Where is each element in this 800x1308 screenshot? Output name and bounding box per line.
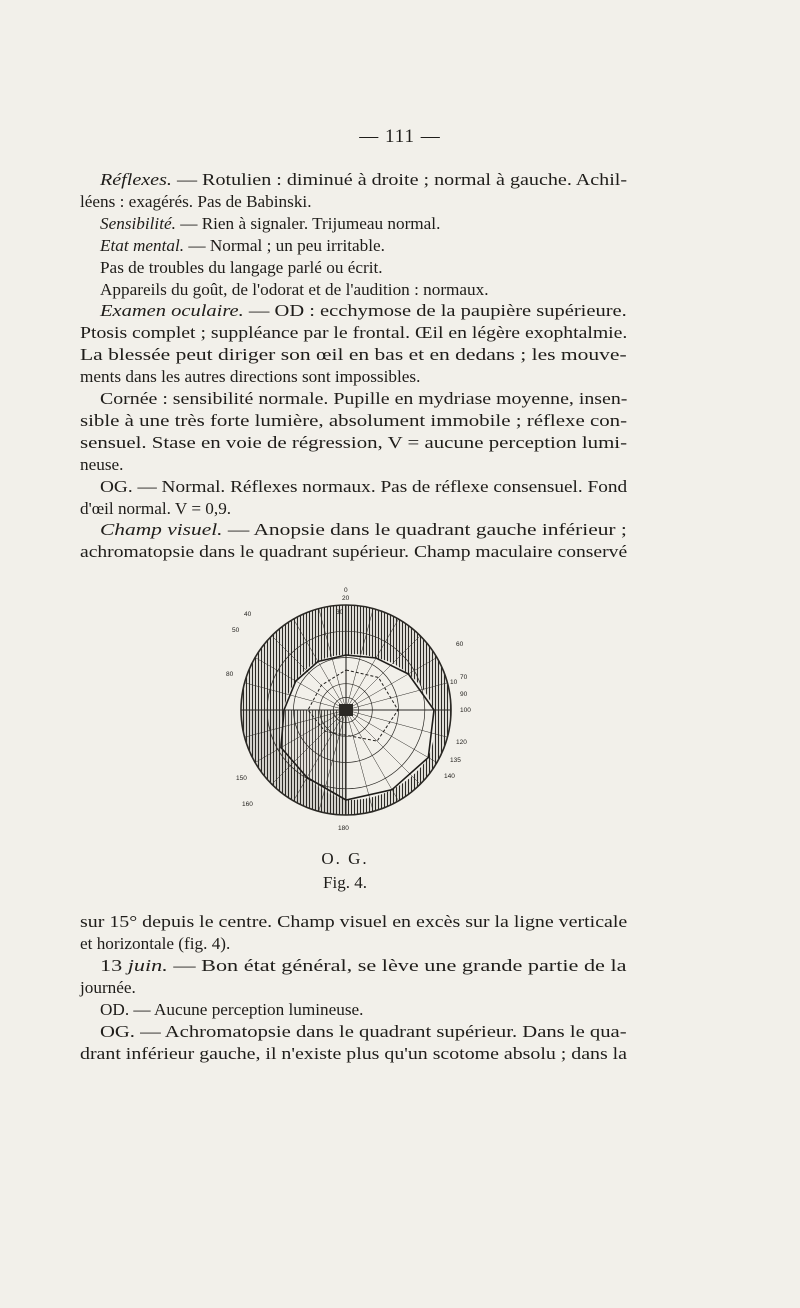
degree-label: 90	[460, 691, 468, 698]
line-text: léens : exagérés. Pas de Babinski.	[80, 191, 312, 211]
macula-marker	[339, 704, 353, 716]
degree-label: 30	[336, 609, 344, 616]
text-line	[100, 477, 627, 497]
line-text: Ptosis complet ; suppléance par le frontal. Œil en légère exophtalmie.	[80, 323, 628, 343]
radial-line	[346, 710, 399, 801]
text-line	[100, 280, 489, 300]
page-number: — 111 —	[359, 126, 441, 147]
text-line	[80, 499, 231, 519]
degree-label: 120	[456, 739, 467, 746]
visual-field-chart	[224, 584, 471, 832]
text-line	[100, 236, 385, 256]
text-line	[100, 520, 627, 540]
italic-heading: Sensibilité.	[100, 213, 176, 233]
degree-label: 180	[338, 825, 349, 832]
figure-caption: Fig. 4.	[323, 873, 367, 892]
line-text: — Bon état général, se lève une grande partie de la	[167, 956, 627, 975]
degree-label: 10	[450, 679, 458, 686]
text-line	[80, 455, 123, 475]
line-text: journée.	[80, 978, 136, 997]
line-text: — Anopsie dans le quadrant gauche inférieur ;	[222, 520, 627, 540]
line-text: et horizontale (fig. 4).	[80, 934, 231, 953]
italic-heading: Réflexes.	[100, 170, 172, 189]
italic-heading: juin.	[127, 956, 168, 975]
degree-label: 0	[344, 587, 348, 594]
line-text: sible à une très forte lumière, absolument immobile ; réflexe con-	[80, 410, 628, 430]
text-line	[80, 192, 312, 212]
text-line	[100, 1000, 363, 1020]
text-line	[80, 345, 627, 365]
perimeter-diagram	[224, 584, 471, 832]
degree-label: 40	[244, 611, 252, 618]
italic-heading: Examen oculaire.	[100, 301, 244, 321]
degree-label: 60	[456, 641, 464, 648]
text-line	[80, 367, 420, 387]
text-line	[100, 301, 627, 321]
degree-label: 135	[450, 757, 461, 764]
degree-label: 50	[232, 627, 240, 634]
degree-label: 160	[242, 801, 253, 808]
line-text: neuse.	[80, 454, 124, 474]
degree-label: 70	[460, 674, 468, 681]
degree-label: 80	[226, 671, 234, 678]
line-text: La blessée peut diriger son œil en bas et en dedans ; les mouve-	[80, 345, 627, 365]
text-line	[80, 542, 627, 562]
line-text: ments dans les autres directions sont impossibles.	[80, 367, 421, 387]
line-prefix: 13	[100, 956, 128, 975]
radial-line	[346, 710, 437, 763]
text-line	[80, 978, 136, 998]
line-text: achromatopsie dans le quadrant supérieur. Champ maculaire conservé	[80, 542, 628, 562]
degree-label: 150	[236, 775, 247, 782]
line-text: Cornée : sensibilité normale. Pupille en mydriase moyenne, insen-	[100, 389, 628, 408]
line-text: d'œil normal. V = 0,9.	[80, 498, 232, 518]
text-line	[80, 433, 627, 453]
line-text: Appareils du goût, de l'odorat et de l'audition : normaux.	[100, 279, 489, 299]
line-text: Pas de troubles du langage parlé ou écrit.	[100, 257, 383, 277]
text-line	[80, 1044, 627, 1064]
line-text: OD. — Aucune perception lumineuse.	[100, 1000, 364, 1019]
degree-label: 20	[342, 595, 350, 602]
line-text: — Rotulien : diminué à droite ; normal à gauche. Achil-	[171, 170, 628, 189]
italic-heading: Champ visuel.	[100, 520, 223, 540]
line-text: drant inférieur gauche, il n'existe plus qu'un scotome absolu ; dans la	[80, 1044, 628, 1063]
text-line	[80, 912, 627, 932]
line-text: — Normal ; un peu irritable.	[184, 235, 385, 255]
line-text: sensuel. Stase en voie de régression, V = aucune perception lumi-	[80, 432, 628, 452]
degree-label: 140	[444, 773, 455, 780]
radial-line	[346, 710, 420, 784]
line-text: — Rien à signaler. Trijumeau normal.	[175, 213, 441, 233]
line-text: sur 15° depuis le centre. Champ visuel en excès sur la ligne verticale	[80, 912, 628, 931]
text-line	[100, 956, 626, 976]
text-line	[100, 214, 440, 234]
text-line	[100, 258, 383, 278]
text-line	[80, 411, 627, 431]
degree-label: 100	[460, 707, 471, 714]
text-line	[100, 389, 627, 409]
text-line	[80, 934, 230, 954]
text-line	[80, 323, 627, 343]
line-text: OG. — Achromatopsie dans le quadrant supérieur. Dans le qua-	[100, 1022, 627, 1041]
text-line	[100, 170, 627, 190]
line-text: OG. — Normal. Réflexes normaux. Pas de réflexe consensuel. Fond	[100, 476, 628, 496]
italic-heading: Etat mental.	[100, 235, 185, 255]
text-line	[100, 1022, 627, 1042]
figure-label: O. G.	[321, 849, 369, 868]
line-text: — OD : ecchymose de la paupière supérieure.	[243, 301, 627, 321]
